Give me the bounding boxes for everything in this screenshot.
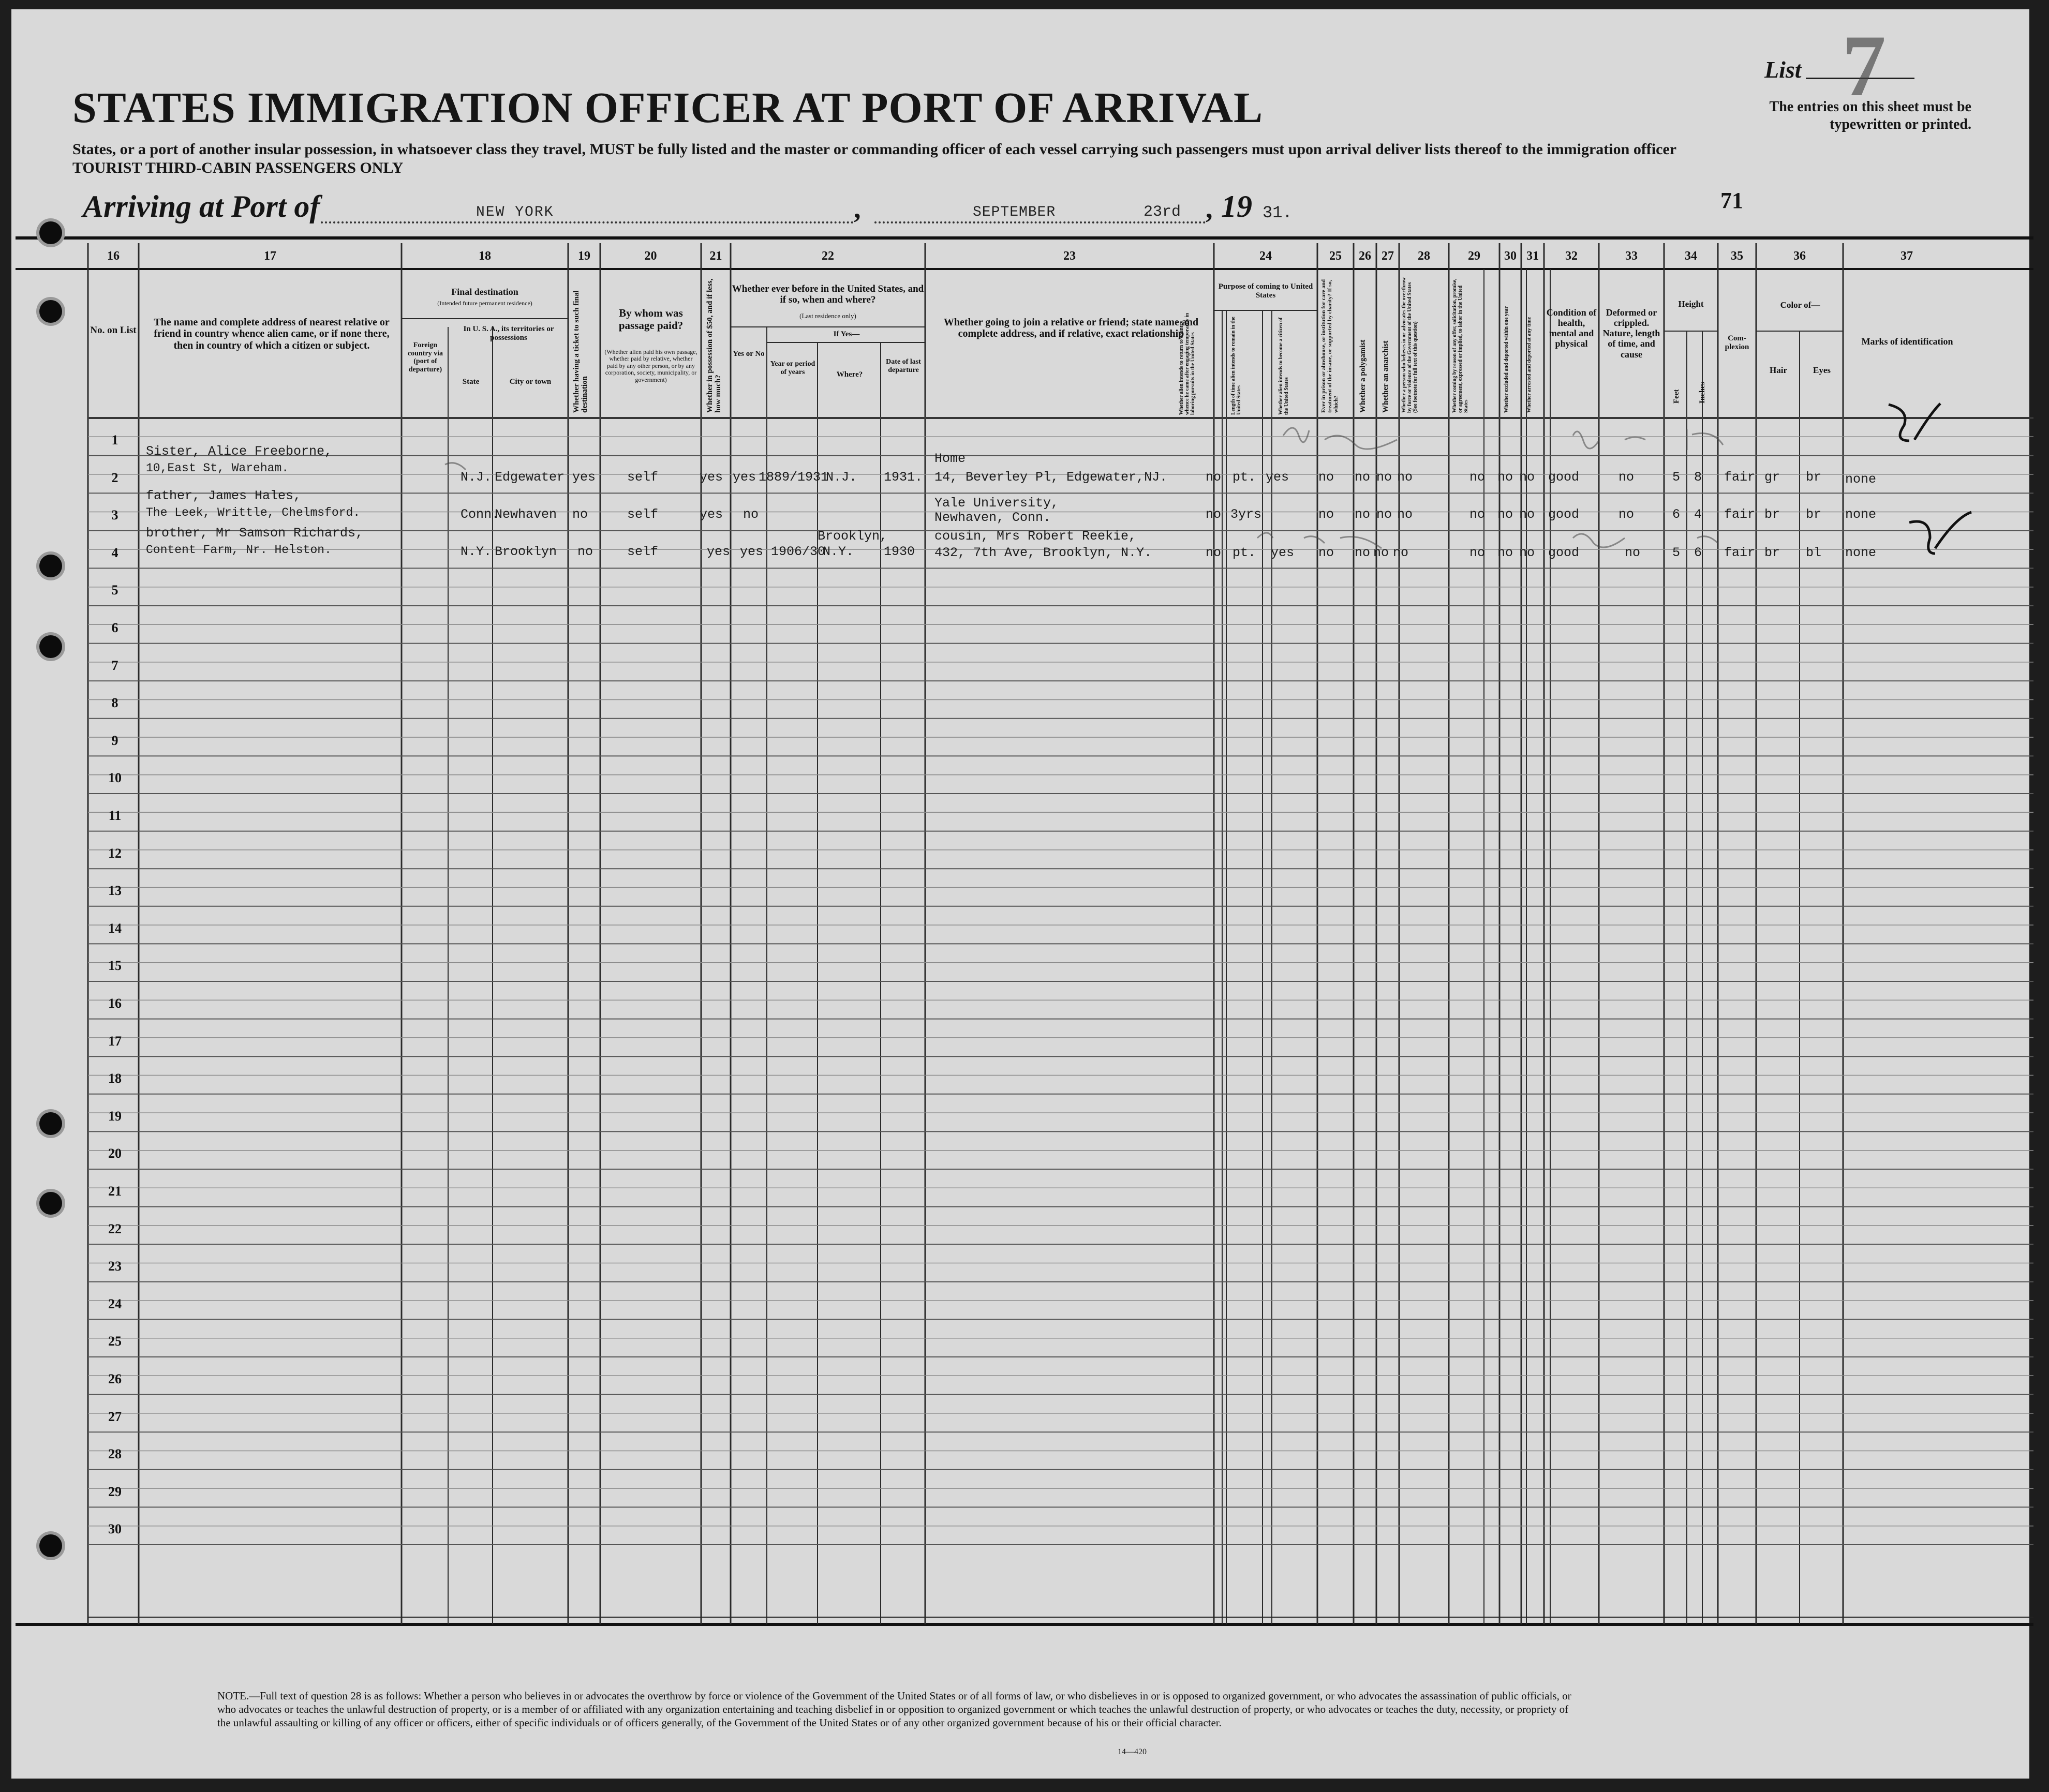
header-year-period: Year or period of years <box>770 360 815 376</box>
arrival-day: 23rd <box>1144 203 1181 221</box>
cell-polygamist: no <box>1355 545 1371 560</box>
header-polygamist: Whether a polygamist <box>1359 339 1367 413</box>
cell-joining-line2: Newhaven, Conn. <box>934 510 1051 525</box>
col-num: 16 <box>107 249 120 263</box>
footnote: NOTE.—Full text of question 28 is as follows: Whether a person who believes in or advocates the overthrow by force or violence of the Government of the United States or of all forms of law, or who disbelieves in or is opposed to organized government, or who advocates the assassination of public officials, or who advocates or teaches the unlawful destruction of property, or is a member of or affiliated with any organization entertaining and teaching disbelief in or opposition to organized government or which teaches the unlawful destruction of property, or who advocates or teaches the duty, necessity, or propriety of the unlawful assaulting or killing of any officer or officers, either of specific individuals or of officers generally, of the Government of the United States or of any other organized government because of his or their official character. <box>217 1690 1571 1729</box>
cell-money: yes <box>707 544 731 559</box>
cell-purpose: no <box>1206 507 1222 522</box>
cell-marks: none <box>1845 545 1877 560</box>
page-number: 71 <box>1720 188 1743 213</box>
cell-eyes: br <box>1806 507 1822 522</box>
cell-hair: gr <box>1764 470 1780 485</box>
header-prison: Ever in prison or almshouse, or institution for care and treatment of the insane, or supported by charity? If so, which? <box>1320 279 1339 413</box>
list-number: 7 <box>1842 17 1886 114</box>
comma-2: , <box>1206 193 1213 224</box>
cell-arrested: no <box>1519 545 1535 560</box>
cell-ever-before: no <box>743 507 759 522</box>
header-color-of: Color of— <box>1780 300 1820 310</box>
header-where: Where? <box>836 370 863 379</box>
binder-hole <box>39 1192 62 1215</box>
year-prefix: 19 <box>1221 189 1252 223</box>
cell-condition: good <box>1548 470 1580 485</box>
row-number: 14 <box>108 920 122 936</box>
cell-joining-line1: Yale University, <box>934 496 1059 511</box>
cell-excluded: no <box>1497 507 1513 522</box>
cell-relative-line2: Content Farm, Nr. Helston. <box>146 543 332 557</box>
cell-anarchist: no <box>1376 507 1392 522</box>
cell-purpose: no <box>1206 470 1222 485</box>
col-num: 26 <box>1359 249 1371 263</box>
cell-ticket: yes <box>572 470 596 485</box>
row-number: 2 <box>111 470 118 485</box>
col-num: 34 <box>1685 249 1697 263</box>
col-num: 24 <box>1259 249 1272 263</box>
cell-joining-line2: 14, Beverley Pl, Edgewater,NJ. <box>934 470 1168 485</box>
cell-officials: no <box>1469 545 1486 560</box>
header-joining-relative: Whether going to join a relative or friend; state name and complete address, and if relative, exact relationship <box>943 317 1199 340</box>
cell-where: N.Y. <box>823 544 854 559</box>
cell-city: Newhaven <box>495 507 557 522</box>
cell-city: Edgewater <box>495 470 565 485</box>
header-excluded: Whether excluded and deported within one year <box>1504 306 1509 413</box>
cell-inches: 8 <box>1694 470 1702 485</box>
list-label: List <box>1764 56 1802 83</box>
cell-money: yes <box>700 507 723 522</box>
col-num: 21 <box>709 249 722 263</box>
col-num: 17 <box>264 249 276 263</box>
cell-inches: 4 <box>1694 507 1702 522</box>
col-num: 27 <box>1382 249 1394 263</box>
cell-overthrow: no <box>1397 507 1413 522</box>
cell-officials: no <box>1469 507 1486 522</box>
row-number: 13 <box>108 883 122 899</box>
cell-marks: none <box>1845 507 1877 522</box>
cell-polygamist: no <box>1355 507 1371 522</box>
header-date-departure: Date of last departure <box>886 358 921 374</box>
cell-relative-line1: brother, Mr Samson Richards, <box>146 526 364 541</box>
row-number: 21 <box>108 1184 122 1199</box>
cell-arrested: no <box>1519 507 1535 522</box>
date-line <box>874 221 1206 223</box>
binder-hole <box>39 221 62 244</box>
header-last-residence: (Last residence only) <box>799 312 856 320</box>
arrival-month: SEPTEMBER <box>973 204 1056 220</box>
cell-marks: none <box>1845 472 1877 487</box>
row-number: 4 <box>111 545 118 560</box>
cell-paid-by: self <box>627 507 659 522</box>
cell-state: Conn. <box>461 507 500 522</box>
row-number: 18 <box>108 1071 122 1086</box>
cell-polygamist: no <box>1355 470 1371 485</box>
cell-paid-by: self <box>627 470 659 485</box>
col-num: 23 <box>1063 249 1076 263</box>
cell-deformed: no <box>1619 507 1635 522</box>
header-nearest-relative: The name and complete address of nearest relative or friend in country whence alien came, or if none there, then in country of which a citizen or subject. <box>154 317 390 351</box>
header-feet: Feet <box>1672 389 1681 404</box>
row-number: 27 <box>108 1409 122 1424</box>
cell-overthrow: no <box>1393 545 1409 560</box>
binder-hole <box>39 555 62 577</box>
col-num: 18 <box>479 249 491 263</box>
cell-relative-line1: Sister, Alice Freeborne, <box>146 444 333 459</box>
cell-joining-line1: Home <box>934 451 966 466</box>
cell-prison: no <box>1318 507 1334 522</box>
binder-hole <box>39 1534 62 1557</box>
col-num: 30 <box>1504 249 1517 263</box>
row-number: 20 <box>108 1146 122 1161</box>
header-foreign-country: Foreign country via (port of departure) <box>407 341 443 374</box>
cell-complexion: fair <box>1724 545 1756 560</box>
cell-ticket: no <box>577 544 593 559</box>
cell-ever-before: yes <box>740 544 764 559</box>
instructions-line: States, or a port of another insular possession, in whatsoever class they travel, MUST be fully listed and the master or commanding officer of each vessel carrying such passengers must upon arrival deliver lists thereof to the immigration officer <box>72 141 1677 158</box>
arriving-label: Arriving at Port of <box>83 189 320 223</box>
form-title: STATES IMMIGRATION OFFICER AT PORT OF ARRIVAL <box>72 84 1264 132</box>
cell-ticket: no <box>572 507 588 522</box>
col-num: 36 <box>1793 249 1806 263</box>
col-num: 35 <box>1731 249 1743 263</box>
header-ever-before: Whether ever before in the United States, and if so, when and where? <box>732 283 924 306</box>
header-hair: Hair <box>1770 365 1787 375</box>
col-num: 32 <box>1565 249 1578 263</box>
row-number: 26 <box>108 1371 122 1386</box>
cell-relative-line2: The Leek, Writtle, Chelmsford. <box>146 506 361 519</box>
cell-excluded: no <box>1497 470 1513 485</box>
cell-length: pt. <box>1233 545 1256 560</box>
header-passage-paid: By whom was passage paid? <box>618 307 684 332</box>
row-number: 1 <box>111 432 118 447</box>
row-number: 29 <box>108 1484 122 1499</box>
cell-length: 3yrs <box>1230 507 1262 522</box>
form-number: 14—420 <box>1118 1748 1147 1756</box>
cell-hair: br <box>1764 545 1780 560</box>
row-number: 28 <box>108 1446 122 1462</box>
row-number: 7 <box>111 658 118 673</box>
cell-hair: br <box>1764 507 1780 522</box>
header-eyes: Eyes <box>1813 365 1831 375</box>
row-number: 10 <box>108 770 122 786</box>
cell-joining-line1: cousin, Mrs Robert Reekie, <box>934 529 1137 544</box>
cell-inches: 6 <box>1694 545 1702 560</box>
header-final-destination-note: (Intended future permanent residence) <box>437 300 532 307</box>
cell-prison: no <box>1318 470 1334 485</box>
row-number: 9 <box>111 733 118 748</box>
col-num: 19 <box>578 249 590 263</box>
header-ticket: Whether having a ticket to such final destination <box>572 290 589 413</box>
header-fifty-dollars: Whether in possession of $50, and if less, how much? <box>706 278 722 413</box>
row-number: 23 <box>108 1259 122 1274</box>
row-number: 19 <box>108 1108 122 1124</box>
port-line <box>321 221 854 223</box>
header-height: Height <box>1678 299 1704 309</box>
cell-arrested: no <box>1519 470 1535 485</box>
cell-anarchist: no <box>1373 545 1389 560</box>
cell-joining-line2: 432, 7th Ave, Brooklyn, N.Y. <box>934 545 1152 560</box>
cell-eyes: br <box>1806 470 1822 485</box>
cell-prison: no <box>1318 545 1334 560</box>
cell-feet: 5 <box>1672 545 1681 560</box>
cell-deformed: no <box>1625 545 1641 560</box>
cell-relative-line1: father, James Hales, <box>146 488 302 503</box>
col-num: 25 <box>1329 249 1342 263</box>
cell-period: 1889/1931 <box>759 470 829 485</box>
header-marks: Marks of identification <box>1861 336 1953 347</box>
cell-period: 1906/30 <box>771 544 826 559</box>
year-suffix: 31. <box>1263 203 1293 222</box>
cell-ever-before: yes <box>733 470 756 485</box>
header-complexion: Com- plexion <box>1725 334 1749 351</box>
cell-complexion: fair <box>1724 470 1756 485</box>
cell-eyes: bl <box>1806 545 1822 560</box>
cell-citizen: yes <box>1271 545 1295 560</box>
cell-overthrow: no <box>1397 470 1413 485</box>
cell-departure: 1931. <box>884 470 923 485</box>
row-number: 15 <box>108 958 122 974</box>
row-number: 24 <box>108 1296 122 1311</box>
binder-hole <box>39 300 62 323</box>
cell-complexion: fair <box>1724 507 1756 522</box>
cell-citizen: yes <box>1266 470 1289 485</box>
header-yes-no: Yes or No <box>733 350 765 358</box>
typewritten-note: The entries on this sheet must be typewritten or printed. <box>1769 99 1971 132</box>
header-no-on-list: No. on List <box>90 325 137 336</box>
row-number: 22 <box>108 1221 122 1236</box>
cell-paid-by: self <box>627 544 659 559</box>
passenger-class: TOURIST THIRD-CABIN PASSENGERS ONLY <box>72 159 404 176</box>
header-purpose: Purpose of coming to United States <box>1218 282 1313 300</box>
cell-excluded: no <box>1497 545 1513 560</box>
cell-deformed: no <box>1619 470 1635 485</box>
cell-officials: no <box>1469 470 1486 485</box>
binder-hole <box>39 635 62 658</box>
row-number: 3 <box>111 507 118 523</box>
cell-departure: 1930 <box>884 544 915 559</box>
row-number: 25 <box>108 1334 122 1349</box>
cell-state: N.Y. <box>461 544 492 559</box>
cell-where-line1: Brooklyn, <box>818 529 888 544</box>
comma: , <box>854 193 861 224</box>
col-num: 33 <box>1625 249 1638 263</box>
cell-relative-line2: 10,East St, Wareham. <box>146 461 289 475</box>
header-state: State <box>462 378 480 386</box>
cell-city: Brooklyn <box>495 544 557 559</box>
header-officials: Whether coming by reason of any offer, solicitation, promise, or agreement, expressed or implied, to labor in the United States <box>1452 278 1469 413</box>
header-overthrow: Whether a person who believes in or advocates the overthrow by force or violence of the Government of the United States (See footnote for full text of this question) <box>1401 277 1418 413</box>
cell-condition: good <box>1548 545 1580 560</box>
cell-feet: 6 <box>1672 507 1681 522</box>
cell-purpose: no <box>1206 545 1222 560</box>
cell-money: yes <box>700 470 723 485</box>
row-number: 11 <box>108 808 122 823</box>
header-city: City or town <box>509 378 552 386</box>
header-if-yes: If Yes— <box>833 330 860 338</box>
col-num: 29 <box>1468 249 1480 263</box>
col-num: 28 <box>1418 249 1430 263</box>
header-final-destination: Final destination <box>451 287 518 297</box>
cell-anarchist: no <box>1376 470 1392 485</box>
header-citizen: Whether alien intends to become a citizen of the United States <box>1278 317 1289 415</box>
row-number: 6 <box>111 620 118 635</box>
row-number: 30 <box>108 1521 122 1537</box>
cell-state: N.J. <box>461 470 492 485</box>
header-passage-note: (Whether alien paid his own passage, whether paid by relative, whether paid by any other person, or by any corporation, society, municipality, or government) <box>604 348 697 383</box>
header-inches: Inches <box>1698 382 1706 404</box>
header-condition: Condition of health, mental and physical <box>1546 307 1597 349</box>
header-anarchist: Whether an anarchist <box>1382 340 1390 413</box>
header-deformed: Deformed or crippled. Nature, length of time, and cause <box>1602 307 1660 360</box>
cell-length: pt. <box>1233 470 1256 485</box>
cell-feet: 5 <box>1672 470 1681 485</box>
row-number: 17 <box>108 1033 122 1049</box>
row-number: 12 <box>108 845 122 861</box>
cell-where: N.J. <box>826 470 857 485</box>
binder-hole <box>39 1112 62 1135</box>
port-name: NEW YORK <box>476 204 554 220</box>
header-arrested: Whether arrested and deported at any time <box>1526 317 1532 413</box>
header-remain: Whether alien intends to return to country whence he came after engaging temporarily in laboring pursuits in the United States <box>1179 313 1196 415</box>
col-num: 22 <box>822 249 834 263</box>
col-num: 20 <box>644 249 657 263</box>
col-num: 31 <box>1526 249 1539 263</box>
cell-condition: good <box>1548 507 1580 522</box>
col-num: 37 <box>1900 249 1913 263</box>
header-length: Length of time alien intends to remain in the United States <box>1230 317 1242 415</box>
row-number: 8 <box>111 695 118 711</box>
row-number: 16 <box>108 996 122 1011</box>
row-number: 5 <box>111 583 118 598</box>
header-in-usa: In U. S. A., its territories or possessions <box>463 325 554 342</box>
